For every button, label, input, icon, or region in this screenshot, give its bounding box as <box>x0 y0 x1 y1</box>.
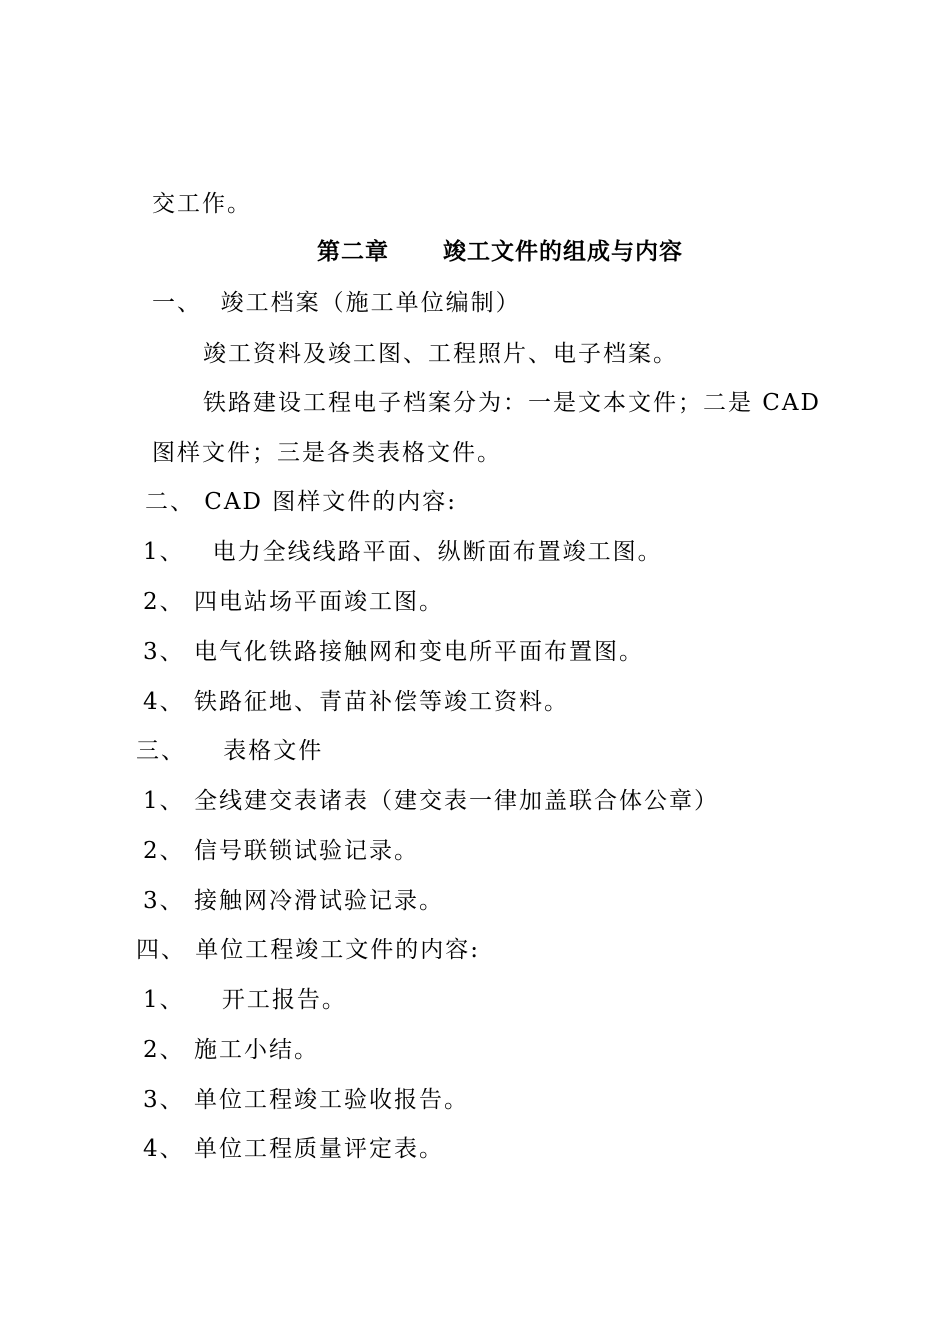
list-item: 2、 施工小结。 <box>143 1037 319 1063</box>
paragraph-line: 图样文件；三是各类表格文件。 <box>152 440 502 466</box>
list-item: 1、 开工报告。 <box>143 987 347 1013</box>
list-item: 1、 电力全线线路平面、纵断面布置竣工图。 <box>143 539 663 565</box>
list-item: 3、 接触网冷滑试验记录。 <box>143 888 444 914</box>
chapter-title: 第二章 竣工文件的组成与内容 <box>316 238 684 265</box>
paragraph-line: 竣工资料及竣工图、工程照片、电子档案。 <box>203 341 678 367</box>
section-heading-3: 三、 表格文件 <box>136 738 324 764</box>
text-line-continuation: 交工作。 <box>152 191 252 217</box>
section-heading-4: 四、 单位工程竣工文件的内容: <box>136 937 481 963</box>
list-item: 1、 全线建交表诸表（建交表一律加盖联合体公章） <box>143 788 719 814</box>
list-item: 2、 四电站场平面竣工图。 <box>143 589 444 615</box>
paragraph-line: 铁路建设工程电子档案分为：一是文本文件；二是 CAD <box>203 390 821 416</box>
list-item: 4、 单位工程质量评定表。 <box>143 1136 444 1162</box>
list-item: 3、 单位工程竣工验收报告。 <box>143 1087 469 1113</box>
section-heading-1: 一、 竣工档案（施工单位编制） <box>152 290 521 316</box>
list-item: 3、 电气化铁路接触网和变电所平面布置图。 <box>143 639 644 665</box>
list-item: 4、 铁路征地、青苗补偿等竣工资料。 <box>143 689 569 715</box>
section-heading-2: 二、 CAD 图样文件的内容: <box>145 489 458 515</box>
list-item: 2、 信号联锁试验记录。 <box>143 838 419 864</box>
